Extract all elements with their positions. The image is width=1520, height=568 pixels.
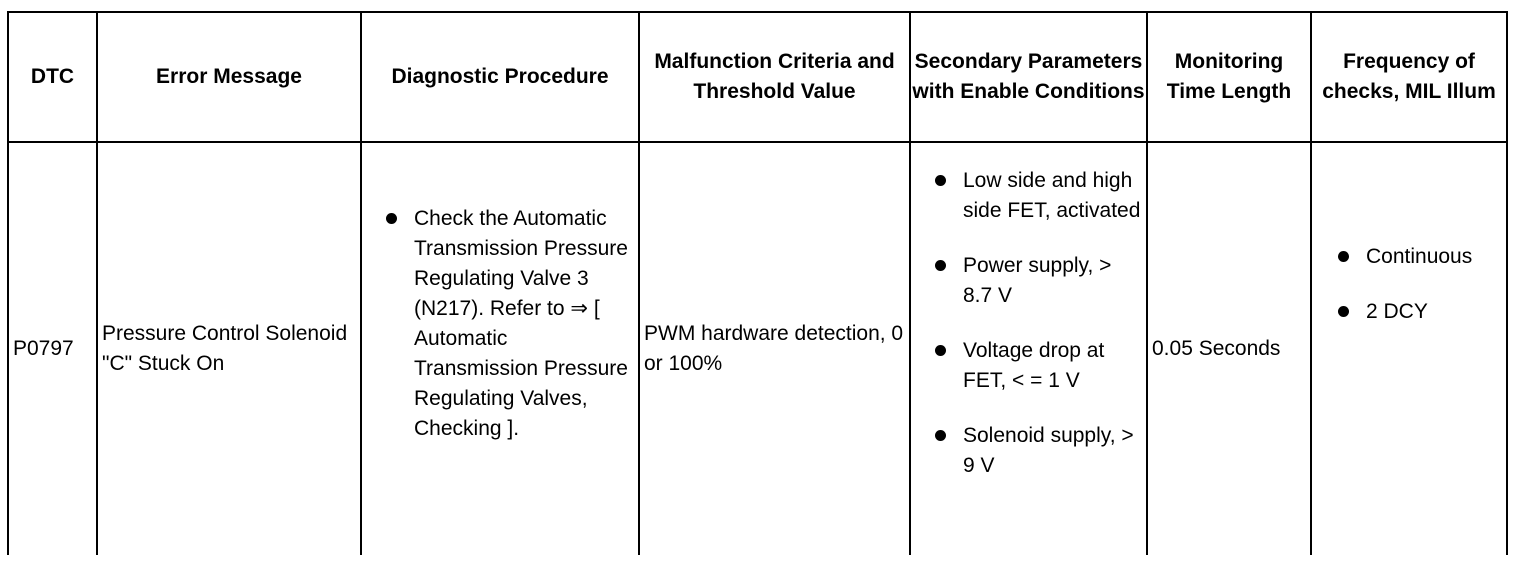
cell-diagnostic-procedure: [361, 142, 639, 555]
list-item: Solenoid supply, > 9 V: [931, 421, 1144, 481]
header-row: [8, 12, 1507, 142]
header-dtc: DTC: [8, 12, 97, 142]
cell-error-message: [97, 142, 361, 555]
header-frequency: Frequency of checks, MIL Illum: [1311, 12, 1507, 142]
cell-malfunction-criteria: [639, 142, 910, 555]
list-item: Power supply, > 8.7 V: [931, 251, 1144, 311]
header-diagnostic-procedure: Diagnostic Procedure: [361, 12, 639, 142]
monitoring-time-text: 0.05 Seconds: [1152, 337, 1281, 360]
list-item: Continuous: [1334, 242, 1506, 272]
cell-dtc: [8, 142, 97, 555]
secondary-parameters-list: [931, 166, 1144, 481]
header-malfunction-criteria: Malfunction Criteria and Threshold Value: [639, 12, 910, 142]
dtc-code: P0797: [13, 337, 74, 360]
cell-monitoring-time: [1147, 142, 1311, 555]
header-error-message: Error Message: [97, 12, 361, 142]
procedure-list: [382, 204, 634, 444]
procedure-step: Check the Automatic Transmission Pressure Regulating Valve 3 (N217). Refer to ⇒ [ Automatic Transmission Pressure Regulating Valves, Checking ].: [382, 204, 634, 444]
header-monitoring-time: Monitoring Time Length: [1147, 12, 1311, 142]
cell-frequency: [1311, 142, 1507, 555]
frequency-list: [1334, 242, 1506, 327]
malfunction-criteria-text: PWM hardware detection, 0 or 100%: [644, 322, 904, 375]
list-item: Low side and high side FET, activated: [931, 166, 1144, 226]
cell-secondary-parameters: [910, 142, 1147, 555]
list-item: 2 DCY: [1334, 297, 1506, 327]
list-item: Voltage drop at FET, < = 1 V: [931, 336, 1144, 396]
header-secondary-parameters: Secondary Parameters with Enable Conditions: [910, 12, 1147, 142]
dtc-table: [7, 11, 1508, 555]
error-message-text: Pressure Control Solenoid "C" Stuck On: [102, 322, 348, 375]
table-row: [8, 142, 1507, 555]
